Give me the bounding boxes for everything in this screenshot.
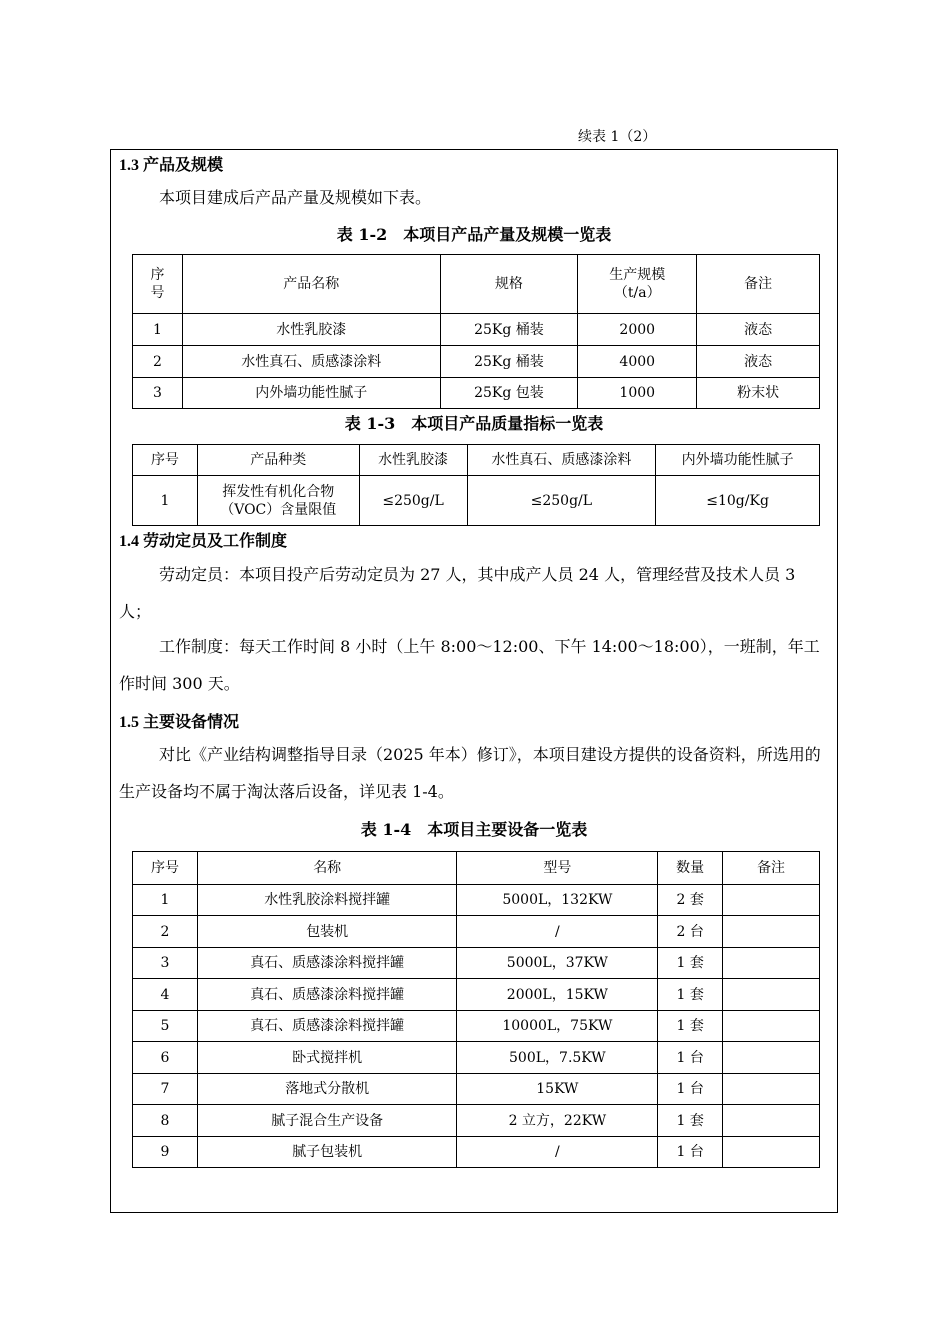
cell-spec: 25Kg 桶装 bbox=[440, 346, 578, 378]
cell-quantity: 1 套 bbox=[658, 1105, 723, 1137]
cell-model: 2 立方，22KW bbox=[457, 1105, 658, 1137]
cell-value: ≤250g/L bbox=[359, 476, 467, 526]
header-no: 序号 bbox=[133, 445, 198, 476]
cell-remark bbox=[723, 1105, 820, 1137]
cell-quantity: 1 台 bbox=[658, 1042, 723, 1074]
cell-scale: 2000 bbox=[578, 314, 697, 346]
cell-quantity: 2 台 bbox=[658, 916, 723, 948]
table-header-row bbox=[133, 255, 820, 314]
cell-no: 2 bbox=[133, 346, 183, 378]
cell-quantity: 1 台 bbox=[658, 1137, 723, 1168]
cell-model: 2000L，15KW bbox=[457, 979, 658, 1011]
table-row bbox=[133, 346, 820, 378]
cell-no: 3 bbox=[133, 378, 183, 409]
table-row bbox=[133, 314, 820, 346]
cell-spec: 25Kg 包装 bbox=[440, 378, 578, 409]
table-row bbox=[133, 916, 820, 948]
section-1-5-heading: 1.5 主要设备情况 bbox=[119, 714, 240, 731]
cell-no: 1 bbox=[133, 476, 198, 526]
table-row bbox=[133, 1074, 820, 1105]
header-remark: 备注 bbox=[697, 255, 820, 314]
header-name: 名称 bbox=[197, 852, 457, 885]
cell-name: 真石、质感漆涂料搅拌罐 bbox=[197, 948, 457, 979]
cell-model: 5000L，37KW bbox=[457, 948, 658, 979]
cell-no: 5 bbox=[133, 1011, 198, 1042]
header-spec: 规格 bbox=[440, 255, 578, 314]
cell-model: 500L，7.5KW bbox=[457, 1042, 658, 1074]
cell-name: 水性乳胶涂料搅拌罐 bbox=[197, 885, 457, 916]
cell-name: 腻子包装机 bbox=[197, 1137, 457, 1168]
cell-no: 1 bbox=[133, 314, 183, 346]
table-1-4 bbox=[132, 851, 820, 1168]
cell-remark: 粉末状 bbox=[697, 378, 820, 409]
cell-name: 真石、质感漆涂料搅拌罐 bbox=[197, 979, 457, 1011]
cell-name: 包装机 bbox=[197, 916, 457, 948]
cell-no: 1 bbox=[133, 885, 198, 916]
cell-remark bbox=[723, 948, 820, 979]
section-1-5-text: 对比《产业结构调整指导目录（2025 年本）修订》，本项目建设方提供的设备资料，所选用的生产设备均不属于淘汰落后设备，详见表 1-4。 bbox=[119, 745, 821, 801]
cell-model: / bbox=[457, 916, 658, 948]
cell-name: 腻子混合生产设备 bbox=[197, 1105, 457, 1137]
section-1-3-heading: 1.3 产品及规模 bbox=[119, 157, 224, 174]
cell-quantity: 1 套 bbox=[658, 948, 723, 979]
header-putty: 内外墙功能性腻子 bbox=[656, 445, 820, 476]
cell-remark bbox=[723, 1137, 820, 1168]
cell-remark bbox=[723, 885, 820, 916]
cell-model: 15KW bbox=[457, 1074, 658, 1105]
header-product-type: 产品种类 bbox=[197, 445, 359, 476]
cell-quantity: 1 套 bbox=[658, 1011, 723, 1042]
cell-remark bbox=[723, 1011, 820, 1042]
cell-remark: 液态 bbox=[697, 346, 820, 378]
cell-quantity: 1 套 bbox=[658, 979, 723, 1011]
cell-quantity: 2 套 bbox=[658, 885, 723, 916]
table-row bbox=[133, 885, 820, 916]
header-remark: 备注 bbox=[723, 852, 820, 885]
cell-no: 3 bbox=[133, 948, 198, 979]
table-1-3-caption: 表 1-3 本项目产品质量指标一览表 bbox=[344, 414, 604, 433]
cell-remark bbox=[723, 1042, 820, 1074]
cell-spec: 25Kg 桶装 bbox=[440, 314, 578, 346]
cell-scale: 4000 bbox=[578, 346, 697, 378]
cell-value: ≤250g/L bbox=[467, 476, 656, 526]
cell-model: / bbox=[457, 1137, 658, 1168]
table-row bbox=[133, 948, 820, 979]
cell-remark bbox=[723, 1074, 820, 1105]
table-1-2 bbox=[132, 254, 820, 409]
cell-model: 5000L，132KW bbox=[457, 885, 658, 916]
header-no: 序 号 bbox=[133, 255, 183, 314]
cell-quantity: 1 台 bbox=[658, 1074, 723, 1105]
cell-name: 水性乳胶漆 bbox=[182, 314, 440, 346]
header-product-name: 产品名称 bbox=[182, 255, 440, 314]
section-1-3-intro: 本项目建成后产品产量及规模如下表。 bbox=[159, 188, 432, 207]
section-1-4-staffing: 劳动定员：本项目投产后劳动定员为 27 人，其中成产人员 24 人，管理经营及技术人员 3 人； bbox=[119, 565, 796, 621]
table-header-row bbox=[133, 852, 820, 885]
section-1-4-heading: 1.4 劳动定员及工作制度 bbox=[119, 533, 288, 550]
cell-model: 10000L，75KW bbox=[457, 1011, 658, 1042]
table-row bbox=[133, 979, 820, 1011]
header-scale: 生产规模 （t/a） bbox=[578, 255, 697, 314]
table-row bbox=[133, 1105, 820, 1137]
table-row bbox=[133, 1042, 820, 1074]
cell-no: 9 bbox=[133, 1137, 198, 1168]
continued-label: 续表 1（2） bbox=[578, 129, 657, 145]
cell-name: 水性真石、质感漆涂料 bbox=[182, 346, 440, 378]
section-1-4-schedule: 工作制度：每天工作时间 8 小时（上午 8:00～12:00、下午 14:00～18:00），一班制，年工作时间 300 天。 bbox=[119, 637, 820, 693]
cell-remark bbox=[723, 916, 820, 948]
cell-remark: 液态 bbox=[697, 314, 820, 346]
header-quantity: 数量 bbox=[658, 852, 723, 885]
table-row bbox=[133, 1137, 820, 1168]
table-header-row bbox=[133, 445, 820, 476]
table-1-4-caption: 表 1-4 本项目主要设备一览表 bbox=[360, 820, 588, 839]
table-1-2-caption: 表 1-2 本项目产品产量及规模一览表 bbox=[336, 225, 612, 244]
cell-no: 4 bbox=[133, 979, 198, 1011]
cell-no: 7 bbox=[133, 1074, 198, 1105]
header-latex-paint: 水性乳胶漆 bbox=[359, 445, 467, 476]
table-row bbox=[133, 378, 820, 409]
header-model: 型号 bbox=[457, 852, 658, 885]
cell-value: ≤10g/Kg bbox=[656, 476, 820, 526]
cell-no: 2 bbox=[133, 916, 198, 948]
cell-item: 挥发性有机化合物 （VOC）含量限值 bbox=[197, 476, 359, 526]
header-no: 序号 bbox=[133, 852, 198, 885]
content-frame bbox=[110, 149, 838, 1213]
cell-scale: 1000 bbox=[578, 378, 697, 409]
table-row bbox=[133, 476, 820, 526]
table-1-3 bbox=[132, 444, 820, 526]
cell-remark bbox=[723, 979, 820, 1011]
table-row bbox=[133, 1011, 820, 1042]
cell-name: 内外墙功能性腻子 bbox=[182, 378, 440, 409]
header-stone-paint: 水性真石、质感漆涂料 bbox=[467, 445, 656, 476]
cell-name: 落地式分散机 bbox=[197, 1074, 457, 1105]
cell-no: 6 bbox=[133, 1042, 198, 1074]
cell-name: 卧式搅拌机 bbox=[197, 1042, 457, 1074]
cell-no: 8 bbox=[133, 1105, 198, 1137]
cell-name: 真石、质感漆涂料搅拌罐 bbox=[197, 1011, 457, 1042]
